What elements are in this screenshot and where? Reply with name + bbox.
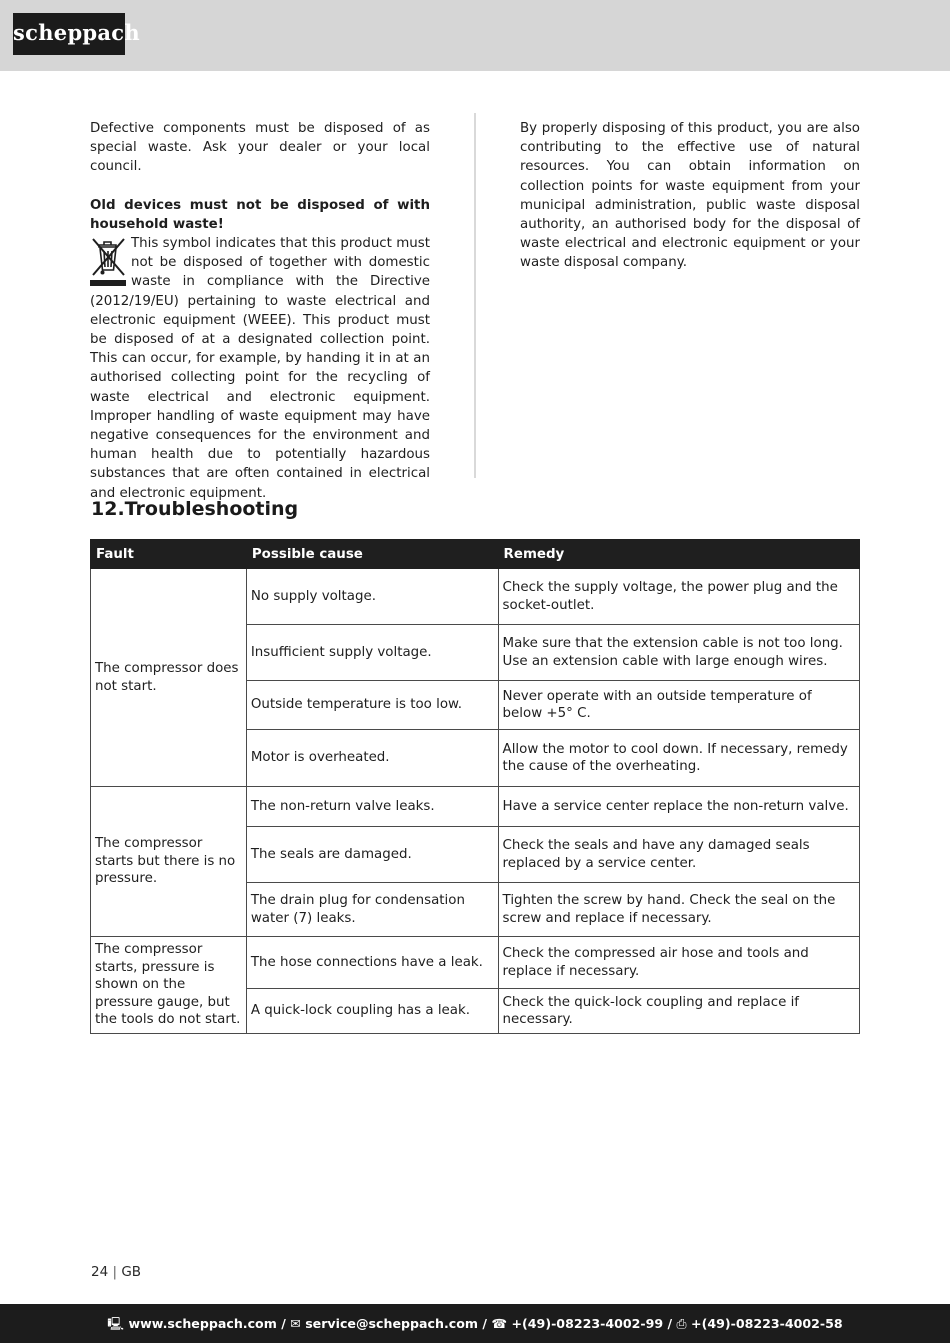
resources-paragraph: By properly disposing of this product, you are also contributing to the effective use of natural resources. You can obtain information on collection points for waste equipment from your municipal administration, public waste disposal authority, an authorised body for the disposal of waste electrical and electronic equipment or your waste disposal company.	[520, 121, 860, 271]
envelope-icon: ✉	[290, 1316, 301, 1331]
page-footer	[0, 1304, 950, 1343]
table-row	[91, 937, 860, 989]
page-number	[91, 1264, 141, 1280]
weee-text: This symbol indicates that this product must not be disposed of together with domestic waste in compliance with the Directive (2012/19/EU) pertaining to waste electrical and electronic equipment (WEEE). This product must be disposed of at a designated collection point. This can occur, for example, by handing it in at an authorised collecting point for the recycling of waste electrical and electronic equipment. Improper handling of waste equipment may have negative consequences for the environment and human health due to potentially hazardous substances that are often contained in electrical and electronic equipment.	[90, 236, 430, 501]
header-remedy: Remedy	[498, 540, 859, 569]
computer-icon: 🖳	[107, 1316, 125, 1331]
cause-cell: The non-return valve leaks.	[246, 787, 498, 827]
column-divider	[474, 113, 476, 478]
remedy-cell: Allow the motor to cool down. If necessary, remedy the cause of the overheating.	[498, 730, 859, 787]
footer-email-link[interactable]: service@scheppach.com	[305, 1316, 479, 1331]
remedy-cell: Never operate with an outside temperature of below +5° C.	[498, 681, 859, 730]
footer-fax: +(49)-08223-4002-58	[691, 1316, 843, 1331]
cause-cell: The seals are damaged.	[246, 827, 498, 883]
table-header-row	[91, 540, 860, 569]
fault-cell: The compressor starts, pressure is shown on the pressure gauge, but the tools do not start.	[91, 937, 247, 1034]
cause-cell: The hose connections have a leak.	[246, 937, 498, 989]
section-title: Troubleshooting	[124, 498, 299, 520]
crossed-out-wheelie-bin-icon	[90, 235, 127, 287]
remedy-cell: Check the supply voltage, the power plug and the socket-outlet.	[498, 569, 859, 625]
weee-paragraph	[90, 234, 430, 503]
section-heading	[91, 498, 298, 520]
remedy-cell: Check the quick-lock coupling and replace if necessary.	[498, 989, 859, 1034]
section-number: 12.	[91, 498, 125, 520]
phone-icon: ☎	[491, 1316, 508, 1331]
cause-cell: Outside temperature is too low.	[246, 681, 498, 730]
fault-cell: The compressor starts but there is no pressure.	[91, 787, 247, 937]
cause-cell: Motor is overheated.	[246, 730, 498, 787]
table-row	[91, 569, 860, 625]
disposal-heading: Old devices must not be disposed of with household waste!	[90, 197, 430, 232]
footer-separator: /	[482, 1316, 488, 1331]
language-code: GB	[121, 1264, 142, 1280]
cause-cell: Insufficient supply voltage.	[246, 625, 498, 681]
page-number-separator: |	[112, 1264, 118, 1280]
cause-cell: No supply voltage.	[246, 569, 498, 625]
cause-cell: The drain plug for condensation water (7) leaks.	[246, 883, 498, 937]
troubleshooting-table	[90, 539, 860, 1034]
fax-icon: ⎙	[676, 1316, 687, 1331]
remedy-cell: Have a service center replace the non-return valve.	[498, 787, 859, 827]
footer-separator: /	[281, 1316, 286, 1331]
footer-separator: /	[667, 1316, 673, 1331]
cause-cell: A quick-lock coupling has a leak.	[246, 989, 498, 1034]
header-fault: Fault	[91, 540, 247, 569]
right-column	[520, 119, 860, 273]
remedy-cell: Check the seals and have any damaged seals replaced by a service center.	[498, 827, 859, 883]
remedy-cell: Tighten the screw by hand. Check the seal on the screw and replace if necessary.	[498, 883, 859, 937]
table-row	[91, 787, 860, 827]
header-possible-cause: Possible cause	[246, 540, 498, 569]
fault-cell: The compressor does not start.	[91, 569, 247, 787]
footer-phone: +(49)-08223-4002-99	[511, 1316, 664, 1331]
special-waste-paragraph: Defective components must be disposed of as special waste. Ask your dealer or your local council.	[90, 121, 430, 175]
remedy-cell: Make sure that the extension cable is not too long. Use an extension cable with large enough wires.	[498, 625, 859, 681]
remedy-cell: Check the compressed air hose and tools and replace if necessary.	[498, 937, 859, 989]
page-header	[0, 0, 950, 71]
page-number-value: 24	[91, 1264, 109, 1280]
left-column	[90, 119, 430, 503]
scheppach-logo: scheppach	[13, 13, 125, 55]
footer-website-link[interactable]: www.scheppach.com	[128, 1316, 277, 1331]
